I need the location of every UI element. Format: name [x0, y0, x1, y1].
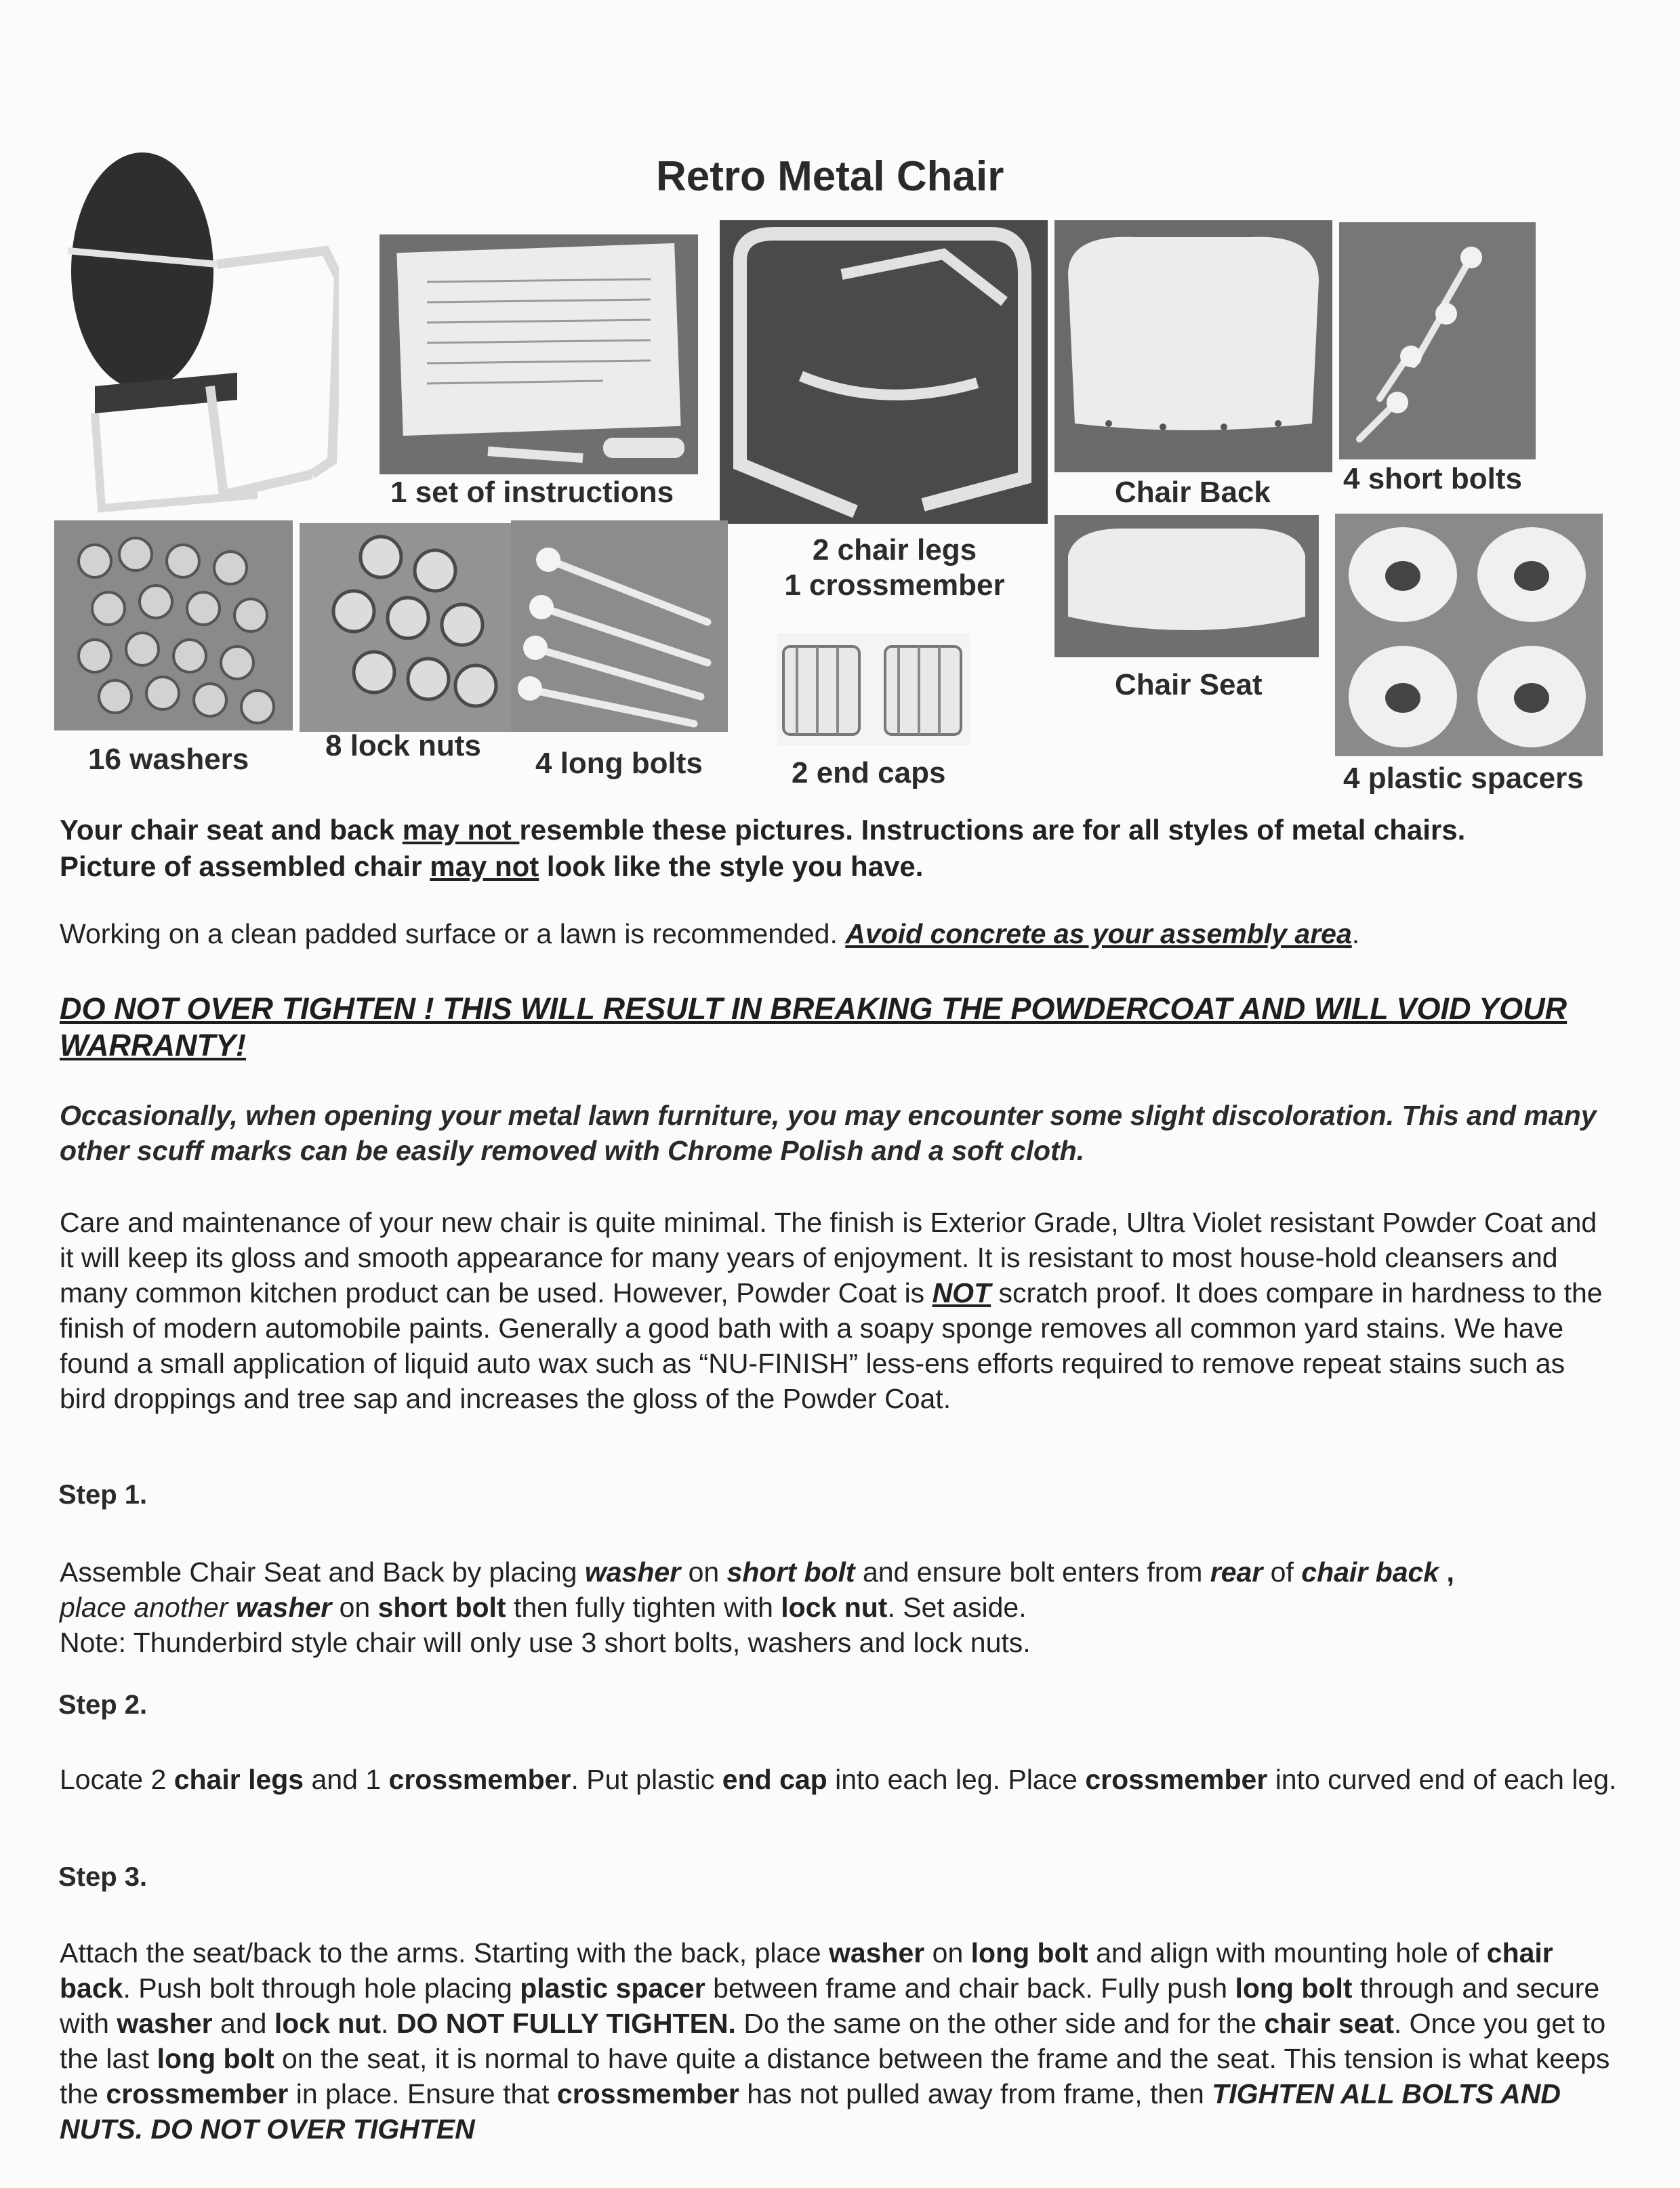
care-text: Care and maintenance of your new chair is quite minimal. The finish is Exterior Grade, Ultra Violet resistant Powder Coat and it will keep its gloss and smooth appearance for many years of enjoyment. It is resistant to most house-hold cleansers and many common kitchen product can be used. However, Powder Coat is	[60, 1207, 1597, 1308]
plastic-spacers-caption: 4 plastic spacers	[1343, 762, 1584, 795]
step-text: and ensure bolt enters from	[855, 1556, 1210, 1588]
step-term: lock nut	[781, 1592, 888, 1623]
step-term: crossmember	[106, 2078, 289, 2109]
note-text: Your chair seat and back	[60, 814, 403, 846]
step-text: on the seat, it is normal to have quite a distance between the frame and the seat. This tension is what keeps the	[60, 2043, 1610, 2109]
step-term: long bolt	[1235, 1973, 1353, 2004]
pictures-note	[60, 812, 1618, 885]
step-text: Locate 2	[60, 1764, 174, 1795]
step-term: chair back	[60, 1937, 1553, 2004]
step2-heading: Step 2.	[58, 1690, 148, 1720]
step1-heading: Step 1.	[58, 1480, 148, 1510]
end-caps-caption: 2 end caps	[792, 756, 946, 789]
step-text: and align with mounting hole of	[1088, 1937, 1487, 1968]
lock-nuts-caption: 8 lock nuts	[325, 729, 481, 762]
instructions-caption: 1 set of instructions	[390, 476, 674, 509]
step-term: washer	[235, 1592, 332, 1623]
step-text: and	[212, 2008, 274, 2039]
step-term: lock nut	[274, 2008, 382, 2039]
step-term: short bolt	[377, 1592, 506, 1623]
step-term: crossmember	[388, 1764, 571, 1795]
step2-body	[60, 1762, 1618, 1797]
step-term: washer	[117, 2008, 213, 2039]
overtighten-warning: DO NOT OVER TIGHTEN ! THIS WILL RESULT IN BREAKING THE POWDERCOAT AND WILL VOID YOUR WARRANTY!	[60, 991, 1568, 1062]
step-text: into each leg. Place	[827, 1764, 1086, 1795]
step-text: .	[381, 2008, 396, 2039]
care-not: NOT	[932, 1277, 991, 1308]
step-text: on	[924, 1937, 971, 1968]
step-text: Do the same on the other side and for the	[735, 2008, 1265, 2039]
step-text: . Put plastic	[571, 1764, 722, 1795]
step-text: between frame and chair back. Fully push	[705, 1973, 1235, 2004]
note-text: resemble these pictures. Instructions are for all styles of metal chairs.	[519, 814, 1466, 846]
chair-legs-caption	[745, 533, 1044, 603]
instructions-photo	[380, 234, 698, 474]
step3-body	[60, 1935, 1618, 2147]
step-term: end cap	[722, 1764, 827, 1795]
discoloration-note: Occasionally, when opening your metal lawn furniture, you may encounter some slight discoloration. This and many other scuff marks can be easily removed with Chrome Polish and a soft cloth.	[60, 1100, 1597, 1166]
step-text: on	[331, 1592, 378, 1623]
step-term: plastic spacer	[520, 1973, 705, 2004]
chair-back-photo	[1054, 220, 1332, 472]
step-text: on	[680, 1556, 727, 1588]
step-term: crossmember	[1085, 1764, 1268, 1795]
step-term: chair legs	[173, 1764, 304, 1795]
surface-end: .	[1351, 918, 1360, 949]
surface-text: Working on a clean padded surface or a lawn is recommended.	[60, 918, 846, 949]
chair-legs-caption-line1: 2 chair legs	[812, 533, 977, 566]
step-term: long bolt	[970, 1937, 1088, 1968]
step3-heading: Step 3.	[58, 1862, 148, 1892]
step-term: crossmember	[556, 2078, 739, 2109]
step-text: . Push bolt through hole placing	[123, 1973, 520, 2004]
step-text: . Set aside.	[887, 1592, 1027, 1623]
step-term: washer	[584, 1556, 681, 1588]
page-title: Retro Metal Chair	[656, 153, 1004, 200]
care-text: scratch proof. It does compare in hardness to the finish of modern automobile paints. Generally a good bath with a soapy sponge removes all common yard stains. We have found a small application of liquid auto wax such as “NU-FINISH” less-ens efforts required to remove repeat stains such as bird droppings and tree sap and increases the gloss of the Powder Coat.	[60, 1277, 1603, 1414]
assembled-chair-photo	[54, 142, 339, 522]
lock-nuts-photo	[300, 523, 511, 732]
step1-note: Note: Thunderbird style chair will only use 3 short bolts, washers and lock nuts.	[60, 1627, 1031, 1658]
end-caps-photo	[777, 633, 970, 745]
long-bolts-photo	[511, 520, 728, 732]
step-text: and 1	[304, 1764, 389, 1795]
step-text: Assemble Chair Seat and Back by placing	[60, 1556, 585, 1588]
step-term: short bolt	[726, 1556, 855, 1588]
pictures-note-line2	[60, 848, 1618, 885]
surface-warning: Avoid concrete as your assembly area	[845, 918, 1352, 949]
plastic-spacers-photo	[1335, 514, 1603, 756]
long-bolts-caption: 4 long bolts	[535, 747, 703, 780]
note-text: look like the style you have.	[539, 850, 924, 882]
step-term: rear	[1210, 1556, 1263, 1588]
step-term: chair back	[1301, 1556, 1439, 1588]
step-text: through and secure with	[60, 1973, 1600, 2039]
short-bolts-caption: 4 short bolts	[1343, 462, 1523, 495]
chair-legs-photo	[720, 220, 1048, 524]
step-text: has not pulled away from frame, then	[739, 2078, 1212, 2109]
step-text: in place. Ensure that	[288, 2078, 557, 2109]
surface-note	[60, 916, 1618, 951]
chair-seat-photo	[1054, 515, 1319, 657]
pictures-note-line1	[60, 812, 1618, 848]
step-term: chair seat	[1264, 2008, 1394, 2039]
chair-legs-caption-line2: 1 crossmember	[784, 569, 1005, 602]
step-text: place another	[60, 1592, 236, 1623]
step-term: TIGHTEN ALL BOLTS AND NUTS.	[60, 2078, 1561, 2145]
step-text: ,	[1439, 1556, 1454, 1588]
washers-caption: 16 washers	[88, 743, 249, 776]
note-text: Picture of assembled chair	[60, 850, 430, 882]
step-term: DO NOT OVER TIGHTEN	[150, 2113, 475, 2145]
chair-seat-caption: Chair Seat	[1115, 668, 1263, 701]
step-term: long bolt	[157, 2043, 274, 2074]
step1-body	[60, 1554, 1618, 1660]
step-text: of	[1263, 1556, 1302, 1588]
chair-back-caption: Chair Back	[1115, 476, 1271, 509]
step-text: then fully tighten with	[506, 1592, 781, 1623]
step-text	[143, 2113, 150, 2145]
short-bolts-photo	[1339, 222, 1536, 459]
step-text: into curved end of each leg.	[1267, 1764, 1617, 1795]
care-paragraph	[60, 1205, 1618, 1416]
note-may-not: may not	[402, 814, 520, 846]
step-term: DO NOT FULLY TIGHTEN.	[396, 2008, 736, 2039]
step-text: . Once you get to the last	[60, 2008, 1606, 2074]
step-text: Attach the seat/back to the arms. Starting with the back, place	[60, 1937, 829, 1968]
step-term: washer	[828, 1937, 925, 1968]
washers-photo	[54, 520, 293, 730]
note-may-not: may not	[430, 850, 539, 882]
